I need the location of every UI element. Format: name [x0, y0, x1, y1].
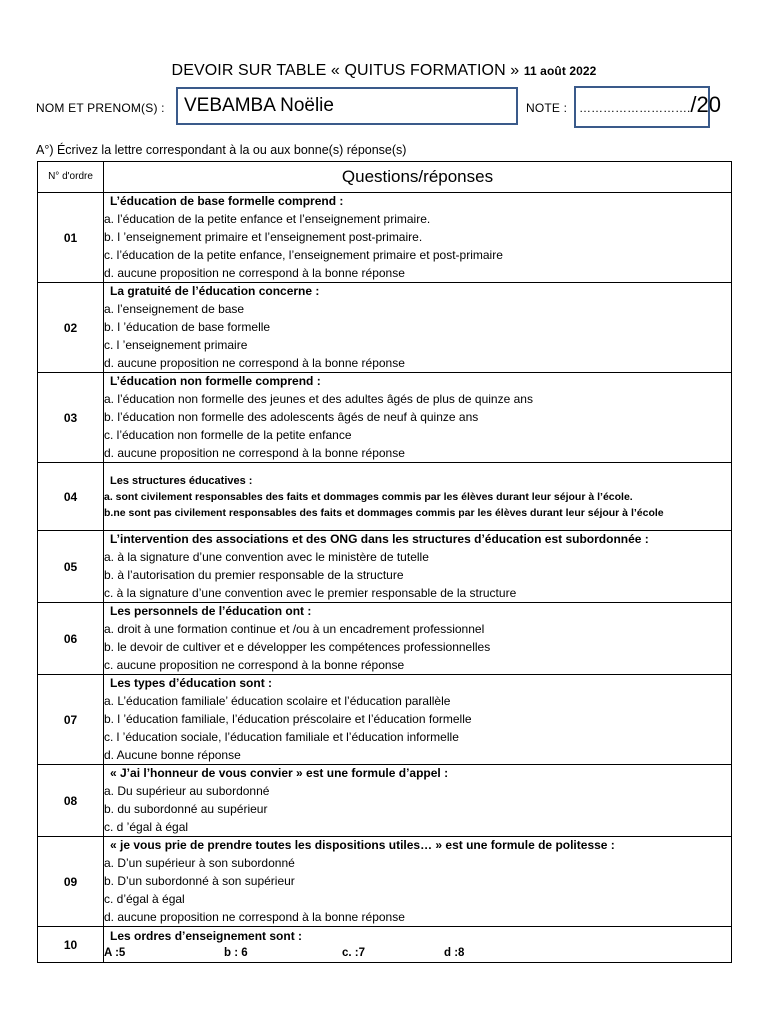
table-row — [38, 603, 732, 675]
questions-table — [37, 161, 732, 963]
answer-a: A :5 — [104, 947, 126, 959]
option-b: b. l ’éducation de base formelle — [104, 320, 271, 334]
option-b: b. l ’enseignement primaire et l’enseignement post-primaire. — [104, 230, 423, 244]
question-number: 09 — [38, 837, 104, 927]
option-b: b. D’un subordonné à son supérieur — [104, 874, 295, 888]
note-max: /20 — [690, 92, 721, 117]
option-b: b. à l’autorisation du premier responsable de la structure — [104, 568, 404, 582]
question-title: « J’ai l’honneur de vous convier » est une formule d’appel : — [110, 766, 449, 780]
question-title: L’éducation non formelle comprend : — [110, 374, 321, 388]
option-c: c. l’éducation de la petite enfance, l’enseignement primaire et post-primaire — [104, 248, 503, 262]
title-text: DEVOIR SUR TABLE « QUITUS FORMATION » — [171, 62, 520, 79]
option-c: c. aucune proposition ne correspond à la bonne réponse — [104, 658, 405, 672]
option-d: d. aucune proposition ne correspond à la bonne réponse — [104, 910, 405, 924]
option-c: c. d’égal à égal — [104, 892, 185, 906]
option-a: a. L’éducation familiale’ éducation scolaire et l’éducation parallèle — [104, 694, 451, 708]
answer-c: c. :7 — [342, 947, 366, 959]
option-c: c. l’éducation non formelle de la petite enfance — [104, 428, 352, 442]
note-field[interactable] — [574, 86, 721, 128]
question-title: L’intervention des associations et des ONG dans les structures d’éducation est subordonnée : — [110, 532, 649, 546]
question-cell — [104, 927, 732, 963]
question-cell — [104, 283, 732, 373]
option-b: b. l ’éducation familiale, l’éducation préscolaire et l’éducation formelle — [104, 712, 472, 726]
question-number: 03 — [38, 373, 104, 463]
option-a: a. l’éducation de la petite enfance et l’enseignement primaire. — [104, 212, 431, 226]
answer-choices — [104, 945, 731, 961]
option-b: b.ne sont pas civilement responsables des faits et dommages commis par les élèves durant leur séjour à l’école — [104, 506, 664, 519]
instruction-text: A°) Écrivez la lettre correspondant à la ou aux bonne(s) réponse(s) — [36, 143, 407, 157]
question-number: 02 — [38, 283, 104, 373]
question-title: Les ordres d’enseignement sont : — [110, 929, 303, 943]
option-b: b. l’éducation non formelle des adolescents âgés de neuf à quinze ans — [104, 410, 479, 424]
option-d: d. Aucune bonne réponse — [104, 748, 241, 762]
option-c: c. l ’enseignement primaire — [104, 338, 248, 352]
question-cell — [104, 675, 732, 765]
question-number: 07 — [38, 675, 104, 765]
name-label: NOM ET PRENOM(S) : — [36, 101, 165, 115]
table-header-row — [38, 162, 732, 193]
table-row — [38, 193, 732, 283]
question-number: 10 — [38, 927, 104, 963]
option-b: b. le devoir de cultiver et e développer les compétences professionnelles — [104, 640, 491, 654]
question-cell — [104, 531, 732, 603]
question-title: L’éducation de base formelle comprend : — [110, 194, 344, 208]
col-header-number: N° d'ordre — [38, 162, 104, 193]
question-title: Les types d’éducation sont : — [110, 676, 273, 690]
option-c: c. d ’égal à égal — [104, 820, 189, 834]
question-number: 01 — [38, 193, 104, 283]
option-a: a. à la signature d’une convention avec le ministère de tutelle — [104, 550, 429, 564]
question-cell — [104, 193, 732, 283]
table-row — [38, 765, 732, 837]
option-d: d. aucune proposition ne correspond à la bonne réponse — [104, 446, 405, 460]
table-row — [38, 463, 732, 531]
option-c: c. l ’éducation sociale, l’éducation familiale et l’éducation informelle — [104, 730, 459, 744]
option-d: d. aucune proposition ne correspond à la bonne réponse — [104, 266, 405, 280]
table-row — [38, 531, 732, 603]
table-row — [38, 283, 732, 373]
option-a: a. Du supérieur au subordonné — [104, 784, 270, 798]
col-header-questions: Questions/réponses — [104, 162, 732, 193]
table-row — [38, 927, 732, 963]
option-d: d. aucune proposition ne correspond à la bonne réponse — [104, 356, 405, 370]
question-title: Les personnels de l’éducation ont : — [110, 604, 312, 618]
option-a: a. droit à une formation continue et /ou à un encadrement professionnel — [104, 622, 485, 636]
option-b: b. du subordonné au supérieur — [104, 802, 268, 816]
question-cell — [104, 463, 732, 531]
question-number: 05 — [38, 531, 104, 603]
question-number: 06 — [38, 603, 104, 675]
page-title — [0, 62, 768, 80]
answer-d: d :8 — [444, 947, 465, 959]
option-c: c. à la signature d’une convention avec le premier responsable de la structure — [104, 586, 517, 600]
question-number: 08 — [38, 765, 104, 837]
note-label: NOTE : — [526, 101, 568, 115]
option-a: a. D’un supérieur à son subordonné — [104, 856, 295, 870]
option-a: a. sont civilement responsables des faits et dommages commis par les élèves durant leur séjour à l’école. — [104, 490, 633, 503]
name-value: VEBAMBA Noëlie — [184, 95, 334, 116]
question-title: La gratuité de l’éducation concerne : — [110, 284, 320, 298]
name-field[interactable] — [176, 87, 518, 125]
question-cell — [104, 837, 732, 927]
table-row — [38, 675, 732, 765]
question-cell — [104, 603, 732, 675]
question-title: Les structures éducatives : — [110, 474, 253, 487]
table-row — [38, 837, 732, 927]
question-cell — [104, 765, 732, 837]
exam-date: 11 août 2022 — [523, 64, 597, 78]
answer-b: b : 6 — [224, 947, 248, 959]
note-dots: ………………………. — [579, 101, 691, 115]
table-row — [38, 373, 732, 463]
question-title: « je vous prie de prendre toutes les dispositions utiles… » est une formule de politesse : — [110, 838, 615, 852]
question-number: 04 — [38, 463, 104, 531]
option-a: a. l’éducation non formelle des jeunes et des adultes âgés de plus de quinze ans — [104, 392, 533, 406]
option-a: a. l’enseignement de base — [104, 302, 245, 316]
question-cell — [104, 373, 732, 463]
